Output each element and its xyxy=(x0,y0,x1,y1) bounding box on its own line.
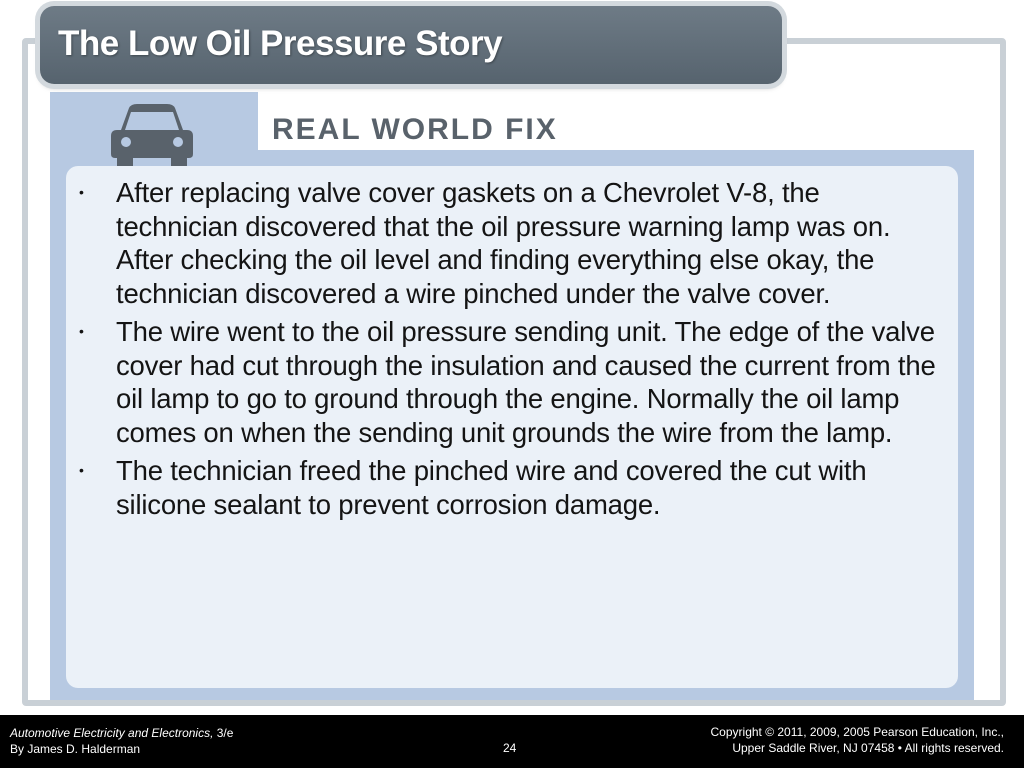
footer-book-info xyxy=(10,725,233,757)
copyright-notice xyxy=(711,724,1004,756)
bullet-marker: • xyxy=(79,462,84,478)
bullet-item xyxy=(79,176,936,310)
book-title: Automotive Electricity and Electronics, xyxy=(10,726,214,740)
bullet-text: After replacing valve cover gaskets on a Chevrolet V-8, the technician discovered that the oil pressure warning lamp was on. After checking the oil level and finding everything else okay, the technician discovered a wire pinched under the valve cover. xyxy=(116,177,891,309)
book-edition: 3/e xyxy=(213,726,234,740)
book-author: By James D. Halderman xyxy=(10,742,141,756)
section-label: REAL WORLD FIX xyxy=(272,113,558,146)
copyright-line-1: Copyright © 2011, 2009, 2005 Pearson Education, Inc., xyxy=(710,725,1004,739)
bullet-text: The wire went to the oil pressure sending unit. The edge of the valve cover had cut through the insulation and caused the current from the oil lamp to go to ground through the engine. Normally the oil lamp comes on when the sending unit grounds the wire from the lamp. xyxy=(116,316,936,448)
bullet-text: The technician freed the pinched wire and covered the cut with silicone sealant to prevent corrosion damage. xyxy=(116,455,867,520)
car-icon xyxy=(107,100,197,172)
bullet-list xyxy=(79,176,936,526)
bullet-item xyxy=(79,315,936,449)
bullet-item xyxy=(79,454,936,521)
footer-bar xyxy=(0,715,1024,768)
copyright-line-2: Upper Saddle River, NJ 07458 • All rights reserved. xyxy=(732,741,1004,755)
bullet-marker: • xyxy=(79,323,84,339)
slide-title: The Low Oil Pressure Story xyxy=(58,24,503,63)
bullet-marker: • xyxy=(79,184,84,200)
page-number: 24 xyxy=(503,741,517,755)
